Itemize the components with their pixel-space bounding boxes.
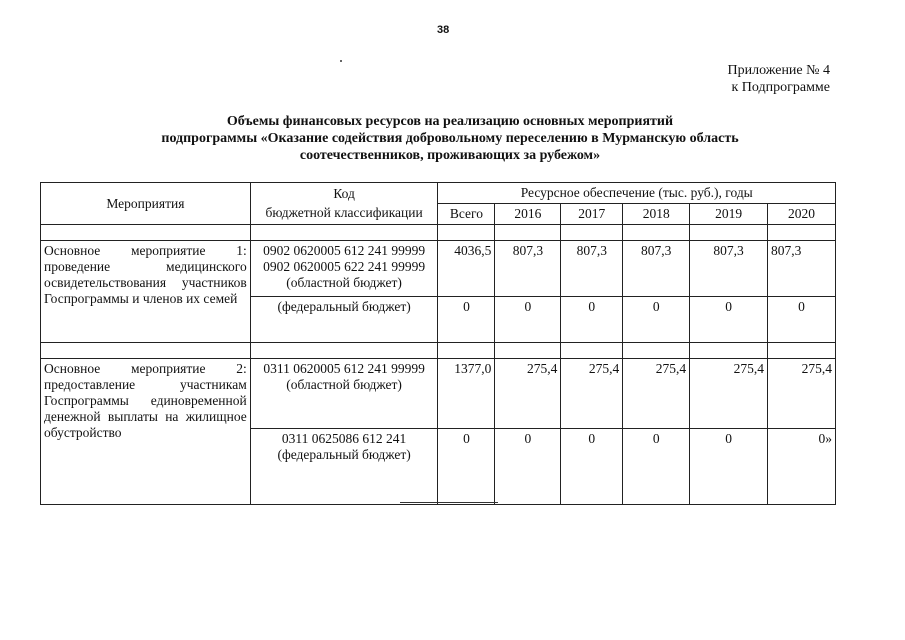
table-row xyxy=(41,241,836,297)
header-row-1 xyxy=(41,183,836,204)
header-year-2016: 2016 xyxy=(495,204,561,225)
header-code-2: бюджетной классификации xyxy=(250,204,438,225)
value-2016: 0 xyxy=(495,297,561,343)
value-2017: 807,3 xyxy=(561,241,623,297)
scan-speck xyxy=(340,60,342,62)
header-events: Мероприятия xyxy=(41,183,251,225)
event-1-federal-code xyxy=(250,297,438,343)
value-2016: 807,3 xyxy=(495,241,561,297)
value-2016: 275,4 xyxy=(495,359,561,429)
header-total: Всего xyxy=(438,204,495,225)
value-2018: 807,3 xyxy=(623,241,690,297)
budget-source: (областной бюджет) xyxy=(286,377,402,392)
header-year-2019: 2019 xyxy=(690,204,768,225)
event-1-regional-code xyxy=(250,241,438,297)
spacer-row xyxy=(41,225,836,241)
value-2020: 0» xyxy=(768,429,836,505)
document-title xyxy=(120,113,780,164)
value-2020: 807,3 xyxy=(768,241,836,297)
value-2018: 0 xyxy=(623,429,690,505)
value-2020: 275,4 xyxy=(768,359,836,429)
value-2017: 0 xyxy=(561,297,623,343)
budget-source: (федеральный бюджет) xyxy=(277,447,411,462)
table-row xyxy=(41,359,836,429)
value-2018: 0 xyxy=(623,297,690,343)
event-2-federal-code xyxy=(250,429,438,505)
value-2018: 275,4 xyxy=(623,359,690,429)
value-2019: 0 xyxy=(690,429,768,505)
value-2017: 275,4 xyxy=(561,359,623,429)
value-2017: 0 xyxy=(561,429,623,505)
budget-code: 0311 0625086 612 241 xyxy=(281,431,407,446)
budget-code: 0902 0620005 612 241 99999 0902 0620005 622 241 99999 xyxy=(263,243,426,274)
value-2019: 275,4 xyxy=(690,359,768,429)
funding-table xyxy=(40,182,836,505)
value-total: 0 xyxy=(438,429,495,505)
title-line-1: Объемы финансовых ресурсов на реализацию основных мероприятий xyxy=(226,114,674,129)
header-year-2020: 2020 xyxy=(768,204,836,225)
header-resources: Ресурсное обеспечение (тыс. руб.), годы xyxy=(438,183,836,204)
appendix-line-2: к Подпрограмме xyxy=(731,80,830,95)
budget-source: (областной бюджет) xyxy=(286,275,402,290)
value-total: 0 xyxy=(438,297,495,343)
header-code-1: Код xyxy=(250,183,438,204)
value-total: 4036,5 xyxy=(438,241,495,297)
header-year-2018: 2018 xyxy=(623,204,690,225)
event-2-regional-code xyxy=(250,359,438,429)
footer-divider xyxy=(400,502,498,503)
appendix-line-1: Приложение № 4 xyxy=(727,63,830,78)
event-1-description: Основное мероприятие 1: проведение медицинского освидетельствования участников Госпрограммы и членов их семей xyxy=(41,241,251,343)
title-line-3: соотечественников, проживающих за рубежом» xyxy=(299,148,601,163)
budget-code: 0311 0620005 612 241 99999 xyxy=(263,361,425,376)
appendix-label xyxy=(728,62,831,96)
header-year-2017: 2017 xyxy=(561,204,623,225)
budget-source: (федеральный бюджет) xyxy=(277,299,411,314)
spacer-row xyxy=(41,343,836,359)
value-2019: 0 xyxy=(690,297,768,343)
value-2020: 0 xyxy=(768,297,836,343)
value-total: 1377,0 xyxy=(438,359,495,429)
value-2016: 0 xyxy=(495,429,561,505)
title-line-2: подпрограммы «Оказание содействия добровольному переселению в Мурманскую область xyxy=(161,131,739,146)
page-number: 38 xyxy=(437,24,450,36)
value-2019: 807,3 xyxy=(690,241,768,297)
event-2-description: Основное мероприятие 2: предоставление участникам Госпрограммы единовременной денежной выплаты на жилищное обустройство xyxy=(41,359,251,505)
